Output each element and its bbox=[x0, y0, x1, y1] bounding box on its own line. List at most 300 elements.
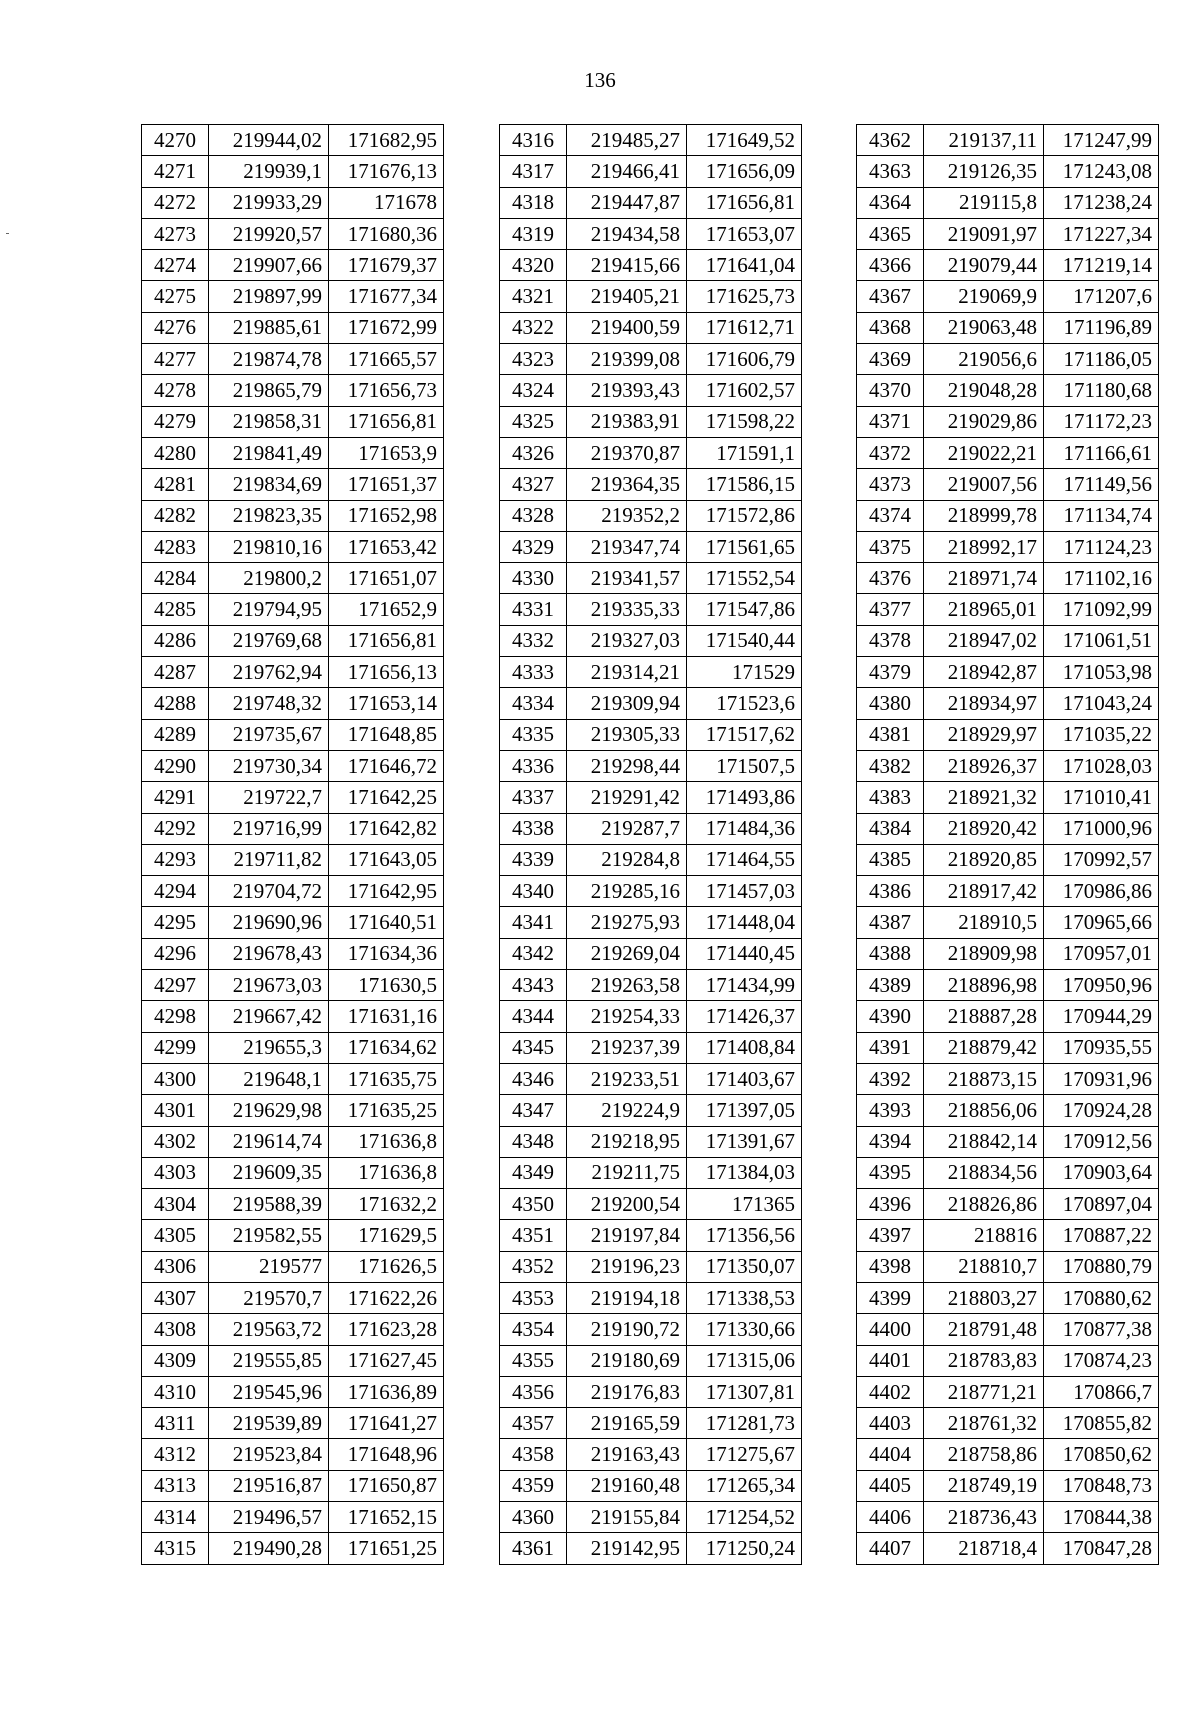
point-number-cell: 4363 bbox=[857, 156, 924, 187]
table-row bbox=[142, 1376, 444, 1407]
x-coordinate-cell: 219063,48 bbox=[924, 312, 1044, 343]
y-coordinate-cell: 171631,16 bbox=[329, 1001, 444, 1032]
y-coordinate-cell: 171426,37 bbox=[687, 1001, 802, 1032]
point-number-cell: 4326 bbox=[500, 437, 567, 468]
y-coordinate-cell: 171678 bbox=[329, 187, 444, 218]
point-number-cell: 4357 bbox=[500, 1408, 567, 1439]
y-coordinate-cell: 170874,23 bbox=[1044, 1345, 1159, 1376]
table-row bbox=[142, 876, 444, 907]
x-coordinate-cell: 218921,32 bbox=[924, 782, 1044, 813]
y-coordinate-cell: 171493,86 bbox=[687, 782, 802, 813]
y-coordinate-cell: 171652,98 bbox=[329, 500, 444, 531]
table-row bbox=[857, 563, 1159, 594]
y-coordinate-cell: 171602,57 bbox=[687, 375, 802, 406]
y-coordinate-cell: 171622,26 bbox=[329, 1282, 444, 1313]
x-coordinate-cell: 219434,58 bbox=[567, 218, 687, 249]
x-coordinate-cell: 218826,86 bbox=[924, 1189, 1044, 1220]
table-row bbox=[142, 594, 444, 625]
point-number-cell: 4316 bbox=[500, 125, 567, 156]
y-coordinate-cell: 171440,45 bbox=[687, 938, 802, 969]
table-row bbox=[857, 218, 1159, 249]
x-coordinate-cell: 219254,33 bbox=[567, 1001, 687, 1032]
table-row bbox=[857, 907, 1159, 938]
y-coordinate-cell: 171507,5 bbox=[687, 750, 802, 781]
x-coordinate-cell: 219823,35 bbox=[209, 500, 329, 531]
x-coordinate-cell: 219176,83 bbox=[567, 1376, 687, 1407]
y-coordinate-cell: 171547,86 bbox=[687, 594, 802, 625]
table-row bbox=[500, 1063, 802, 1094]
point-number-cell: 4314 bbox=[142, 1502, 209, 1533]
coordinates-table-1 bbox=[141, 124, 444, 1565]
table-row bbox=[142, 1470, 444, 1501]
point-number-cell: 4297 bbox=[142, 970, 209, 1001]
x-coordinate-cell: 219399,08 bbox=[567, 344, 687, 375]
x-coordinate-cell: 219233,51 bbox=[567, 1063, 687, 1094]
x-coordinate-cell: 219885,61 bbox=[209, 312, 329, 343]
table-row bbox=[857, 375, 1159, 406]
point-number-cell: 4361 bbox=[500, 1533, 567, 1564]
point-number-cell: 4396 bbox=[857, 1189, 924, 1220]
x-coordinate-cell: 219933,29 bbox=[209, 187, 329, 218]
table-row bbox=[857, 1345, 1159, 1376]
y-coordinate-cell: 171307,81 bbox=[687, 1376, 802, 1407]
point-number-cell: 4382 bbox=[857, 750, 924, 781]
table-row bbox=[857, 156, 1159, 187]
y-coordinate-cell: 170847,28 bbox=[1044, 1533, 1159, 1564]
table-row bbox=[500, 375, 802, 406]
x-coordinate-cell: 219275,93 bbox=[567, 907, 687, 938]
point-number-cell: 4343 bbox=[500, 970, 567, 1001]
y-coordinate-cell: 171653,07 bbox=[687, 218, 802, 249]
x-coordinate-cell: 219115,8 bbox=[924, 187, 1044, 218]
x-coordinate-cell: 219523,84 bbox=[209, 1439, 329, 1470]
coordinates-table-3 bbox=[856, 124, 1159, 1565]
x-coordinate-cell: 219655,3 bbox=[209, 1032, 329, 1063]
table-row bbox=[500, 907, 802, 938]
x-coordinate-cell: 219224,9 bbox=[567, 1095, 687, 1126]
x-coordinate-cell: 218791,48 bbox=[924, 1314, 1044, 1345]
point-number-cell: 4347 bbox=[500, 1095, 567, 1126]
point-number-cell: 4287 bbox=[142, 657, 209, 688]
y-coordinate-cell: 171598,22 bbox=[687, 406, 802, 437]
table-row bbox=[857, 594, 1159, 625]
table-row bbox=[857, 500, 1159, 531]
point-number-cell: 4377 bbox=[857, 594, 924, 625]
y-coordinate-cell: 171172,23 bbox=[1044, 406, 1159, 437]
table-row bbox=[500, 563, 802, 594]
table-row bbox=[500, 688, 802, 719]
y-coordinate-cell: 171180,68 bbox=[1044, 375, 1159, 406]
table-row bbox=[142, 907, 444, 938]
x-coordinate-cell: 219029,86 bbox=[924, 406, 1044, 437]
y-coordinate-cell: 171552,54 bbox=[687, 563, 802, 594]
point-number-cell: 4332 bbox=[500, 625, 567, 656]
y-coordinate-cell: 171403,67 bbox=[687, 1063, 802, 1094]
x-coordinate-cell: 219287,7 bbox=[567, 813, 687, 844]
table-row bbox=[142, 1126, 444, 1157]
table-row bbox=[857, 844, 1159, 875]
table-row bbox=[500, 156, 802, 187]
x-coordinate-cell: 218842,14 bbox=[924, 1126, 1044, 1157]
table-row bbox=[857, 1220, 1159, 1251]
table-row bbox=[142, 625, 444, 656]
y-coordinate-cell: 171254,52 bbox=[687, 1502, 802, 1533]
table-row bbox=[500, 344, 802, 375]
x-coordinate-cell: 219577 bbox=[209, 1251, 329, 1282]
y-coordinate-cell: 171651,07 bbox=[329, 563, 444, 594]
table-row bbox=[500, 1189, 802, 1220]
point-number-cell: 4336 bbox=[500, 750, 567, 781]
point-number-cell: 4358 bbox=[500, 1439, 567, 1470]
table-row bbox=[500, 657, 802, 688]
x-coordinate-cell: 218758,86 bbox=[924, 1439, 1044, 1470]
table-row bbox=[857, 1095, 1159, 1126]
point-number-cell: 4289 bbox=[142, 719, 209, 750]
y-coordinate-cell: 171356,56 bbox=[687, 1220, 802, 1251]
table-row bbox=[857, 750, 1159, 781]
y-coordinate-cell: 171350,07 bbox=[687, 1251, 802, 1282]
x-coordinate-cell: 218810,7 bbox=[924, 1251, 1044, 1282]
x-coordinate-cell: 219211,75 bbox=[567, 1157, 687, 1188]
point-number-cell: 4376 bbox=[857, 563, 924, 594]
x-coordinate-cell: 218718,4 bbox=[924, 1533, 1044, 1564]
point-number-cell: 4337 bbox=[500, 782, 567, 813]
y-coordinate-cell: 171641,04 bbox=[687, 250, 802, 281]
y-coordinate-cell: 171682,95 bbox=[329, 125, 444, 156]
table-row bbox=[857, 1189, 1159, 1220]
y-coordinate-cell: 171166,61 bbox=[1044, 437, 1159, 468]
x-coordinate-cell: 218917,42 bbox=[924, 876, 1044, 907]
x-coordinate-cell: 218771,21 bbox=[924, 1376, 1044, 1407]
x-coordinate-cell: 219673,03 bbox=[209, 970, 329, 1001]
y-coordinate-cell: 171227,34 bbox=[1044, 218, 1159, 249]
table-row bbox=[500, 1314, 802, 1345]
table-row bbox=[500, 1470, 802, 1501]
y-coordinate-cell: 171656,13 bbox=[329, 657, 444, 688]
y-coordinate-cell: 171397,05 bbox=[687, 1095, 802, 1126]
y-coordinate-cell: 171653,42 bbox=[329, 531, 444, 562]
x-coordinate-cell: 219091,97 bbox=[924, 218, 1044, 249]
table-row bbox=[142, 1157, 444, 1188]
y-coordinate-cell: 171653,14 bbox=[329, 688, 444, 719]
x-coordinate-cell: 219834,69 bbox=[209, 469, 329, 500]
y-coordinate-cell: 170880,79 bbox=[1044, 1251, 1159, 1282]
table-row bbox=[142, 1439, 444, 1470]
x-coordinate-cell: 219364,35 bbox=[567, 469, 687, 500]
y-coordinate-cell: 171434,99 bbox=[687, 970, 802, 1001]
y-coordinate-cell: 170897,04 bbox=[1044, 1189, 1159, 1220]
y-coordinate-cell: 171207,6 bbox=[1044, 281, 1159, 312]
x-coordinate-cell: 219516,87 bbox=[209, 1470, 329, 1501]
x-coordinate-cell: 219874,78 bbox=[209, 344, 329, 375]
table-row bbox=[142, 344, 444, 375]
table-row bbox=[857, 970, 1159, 1001]
y-coordinate-cell: 171265,34 bbox=[687, 1470, 802, 1501]
table-row bbox=[857, 1063, 1159, 1094]
x-coordinate-cell: 219570,7 bbox=[209, 1282, 329, 1313]
table-row bbox=[500, 1157, 802, 1188]
y-coordinate-cell: 171656,81 bbox=[329, 625, 444, 656]
x-coordinate-cell: 219137,11 bbox=[924, 125, 1044, 156]
y-coordinate-cell: 171028,03 bbox=[1044, 750, 1159, 781]
point-number-cell: 4277 bbox=[142, 344, 209, 375]
table-row bbox=[142, 1408, 444, 1439]
point-number-cell: 4273 bbox=[142, 218, 209, 249]
point-number-cell: 4284 bbox=[142, 563, 209, 594]
point-number-cell: 4345 bbox=[500, 1032, 567, 1063]
table-row bbox=[500, 187, 802, 218]
table-row bbox=[142, 563, 444, 594]
x-coordinate-cell: 218856,06 bbox=[924, 1095, 1044, 1126]
x-coordinate-cell: 218910,5 bbox=[924, 907, 1044, 938]
x-coordinate-cell: 219335,33 bbox=[567, 594, 687, 625]
table-row bbox=[500, 938, 802, 969]
table-row bbox=[857, 437, 1159, 468]
y-coordinate-cell: 171626,5 bbox=[329, 1251, 444, 1282]
table-row bbox=[857, 406, 1159, 437]
table-row bbox=[857, 688, 1159, 719]
x-coordinate-cell: 219711,82 bbox=[209, 844, 329, 875]
y-coordinate-cell: 170866,7 bbox=[1044, 1376, 1159, 1407]
x-coordinate-cell: 219704,72 bbox=[209, 876, 329, 907]
table-row bbox=[857, 125, 1159, 156]
x-coordinate-cell: 219165,59 bbox=[567, 1408, 687, 1439]
table-row bbox=[857, 625, 1159, 656]
y-coordinate-cell: 171635,75 bbox=[329, 1063, 444, 1094]
point-number-cell: 4370 bbox=[857, 375, 924, 406]
table-row bbox=[142, 938, 444, 969]
table-row bbox=[142, 782, 444, 813]
point-number-cell: 4349 bbox=[500, 1157, 567, 1188]
point-number-cell: 4320 bbox=[500, 250, 567, 281]
x-coordinate-cell: 218896,98 bbox=[924, 970, 1044, 1001]
x-coordinate-cell: 218736,43 bbox=[924, 1502, 1044, 1533]
table-row bbox=[500, 469, 802, 500]
x-coordinate-cell: 219237,39 bbox=[567, 1032, 687, 1063]
y-coordinate-cell: 170844,38 bbox=[1044, 1502, 1159, 1533]
y-coordinate-cell: 171646,72 bbox=[329, 750, 444, 781]
table-row bbox=[142, 500, 444, 531]
y-coordinate-cell: 170931,96 bbox=[1044, 1063, 1159, 1094]
x-coordinate-cell: 219800,2 bbox=[209, 563, 329, 594]
y-coordinate-cell: 171247,99 bbox=[1044, 125, 1159, 156]
y-coordinate-cell: 171656,81 bbox=[329, 406, 444, 437]
y-coordinate-cell: 171517,62 bbox=[687, 719, 802, 750]
y-coordinate-cell: 171656,81 bbox=[687, 187, 802, 218]
y-coordinate-cell: 171672,99 bbox=[329, 312, 444, 343]
y-coordinate-cell: 171676,13 bbox=[329, 156, 444, 187]
table-row bbox=[500, 531, 802, 562]
y-coordinate-cell: 171650,87 bbox=[329, 1470, 444, 1501]
table-row bbox=[142, 281, 444, 312]
point-number-cell: 4374 bbox=[857, 500, 924, 531]
y-coordinate-cell: 171010,41 bbox=[1044, 782, 1159, 813]
table-row bbox=[142, 750, 444, 781]
table-row bbox=[142, 1095, 444, 1126]
y-coordinate-cell: 171523,6 bbox=[687, 688, 802, 719]
point-number-cell: 4390 bbox=[857, 1001, 924, 1032]
table-row bbox=[500, 594, 802, 625]
y-coordinate-cell: 171636,8 bbox=[329, 1157, 444, 1188]
table-row bbox=[857, 1251, 1159, 1282]
coordinates-table-2 bbox=[499, 124, 802, 1565]
table-row bbox=[857, 1032, 1159, 1063]
y-coordinate-cell: 171572,86 bbox=[687, 500, 802, 531]
table-row bbox=[857, 1376, 1159, 1407]
table-row bbox=[500, 1408, 802, 1439]
y-coordinate-cell: 170944,29 bbox=[1044, 1001, 1159, 1032]
point-number-cell: 4400 bbox=[857, 1314, 924, 1345]
table-row bbox=[142, 375, 444, 406]
x-coordinate-cell: 218803,27 bbox=[924, 1282, 1044, 1313]
y-coordinate-cell: 171651,37 bbox=[329, 469, 444, 500]
y-coordinate-cell: 171656,09 bbox=[687, 156, 802, 187]
point-number-cell: 4403 bbox=[857, 1408, 924, 1439]
point-number-cell: 4368 bbox=[857, 312, 924, 343]
x-coordinate-cell: 219405,21 bbox=[567, 281, 687, 312]
x-coordinate-cell: 219735,67 bbox=[209, 719, 329, 750]
point-number-cell: 4348 bbox=[500, 1126, 567, 1157]
point-number-cell: 4271 bbox=[142, 156, 209, 187]
x-coordinate-cell: 218749,19 bbox=[924, 1470, 1044, 1501]
x-coordinate-cell: 219485,27 bbox=[567, 125, 687, 156]
point-number-cell: 4398 bbox=[857, 1251, 924, 1282]
x-coordinate-cell: 219762,94 bbox=[209, 657, 329, 688]
table-row bbox=[142, 1189, 444, 1220]
y-coordinate-cell: 171457,03 bbox=[687, 876, 802, 907]
table-row bbox=[142, 688, 444, 719]
point-number-cell: 4308 bbox=[142, 1314, 209, 1345]
x-coordinate-cell: 218926,37 bbox=[924, 750, 1044, 781]
table-row bbox=[142, 1220, 444, 1251]
table-row bbox=[142, 531, 444, 562]
table-row bbox=[857, 469, 1159, 500]
table-row bbox=[857, 250, 1159, 281]
point-number-cell: 4300 bbox=[142, 1063, 209, 1094]
point-number-cell: 4351 bbox=[500, 1220, 567, 1251]
point-number-cell: 4404 bbox=[857, 1439, 924, 1470]
table-row bbox=[142, 657, 444, 688]
point-number-cell: 4328 bbox=[500, 500, 567, 531]
y-coordinate-cell: 171642,25 bbox=[329, 782, 444, 813]
y-coordinate-cell: 170986,86 bbox=[1044, 876, 1159, 907]
point-number-cell: 4407 bbox=[857, 1533, 924, 1564]
point-number-cell: 4315 bbox=[142, 1533, 209, 1564]
x-coordinate-cell: 219722,7 bbox=[209, 782, 329, 813]
table-row bbox=[500, 1032, 802, 1063]
y-coordinate-cell: 171651,25 bbox=[329, 1533, 444, 1564]
table-row bbox=[857, 1126, 1159, 1157]
table-row bbox=[142, 250, 444, 281]
point-number-cell: 4365 bbox=[857, 218, 924, 249]
point-number-cell: 4330 bbox=[500, 563, 567, 594]
x-coordinate-cell: 219200,54 bbox=[567, 1189, 687, 1220]
table-row bbox=[142, 125, 444, 156]
table-row bbox=[142, 437, 444, 468]
point-number-cell: 4381 bbox=[857, 719, 924, 750]
y-coordinate-cell: 171648,85 bbox=[329, 719, 444, 750]
table-row bbox=[500, 719, 802, 750]
table-row bbox=[142, 1314, 444, 1345]
point-number-cell: 4270 bbox=[142, 125, 209, 156]
point-number-cell: 4317 bbox=[500, 156, 567, 187]
y-coordinate-cell: 171635,25 bbox=[329, 1095, 444, 1126]
y-coordinate-cell: 171315,06 bbox=[687, 1345, 802, 1376]
point-number-cell: 4341 bbox=[500, 907, 567, 938]
point-number-cell: 4360 bbox=[500, 1502, 567, 1533]
x-coordinate-cell: 219180,69 bbox=[567, 1345, 687, 1376]
x-coordinate-cell: 219667,42 bbox=[209, 1001, 329, 1032]
y-coordinate-cell: 171640,51 bbox=[329, 907, 444, 938]
point-number-cell: 4344 bbox=[500, 1001, 567, 1032]
x-coordinate-cell: 219897,99 bbox=[209, 281, 329, 312]
x-coordinate-cell: 219352,2 bbox=[567, 500, 687, 531]
point-number-cell: 4359 bbox=[500, 1470, 567, 1501]
y-coordinate-cell: 171680,36 bbox=[329, 218, 444, 249]
table-row bbox=[142, 719, 444, 750]
point-number-cell: 4311 bbox=[142, 1408, 209, 1439]
point-number-cell: 4304 bbox=[142, 1189, 209, 1220]
y-coordinate-cell: 171281,73 bbox=[687, 1408, 802, 1439]
y-coordinate-cell: 171275,67 bbox=[687, 1439, 802, 1470]
x-coordinate-cell: 219269,04 bbox=[567, 938, 687, 969]
y-coordinate-cell: 171250,24 bbox=[687, 1533, 802, 1564]
y-coordinate-cell: 170887,22 bbox=[1044, 1220, 1159, 1251]
point-number-cell: 4321 bbox=[500, 281, 567, 312]
table-row bbox=[500, 250, 802, 281]
table-row bbox=[500, 125, 802, 156]
x-coordinate-cell: 218873,15 bbox=[924, 1063, 1044, 1094]
x-coordinate-cell: 218942,87 bbox=[924, 657, 1044, 688]
x-coordinate-cell: 218816 bbox=[924, 1220, 1044, 1251]
y-coordinate-cell: 171035,22 bbox=[1044, 719, 1159, 750]
point-number-cell: 4312 bbox=[142, 1439, 209, 1470]
y-coordinate-cell: 171484,36 bbox=[687, 813, 802, 844]
point-number-cell: 4362 bbox=[857, 125, 924, 156]
x-coordinate-cell: 219466,41 bbox=[567, 156, 687, 187]
table-row bbox=[857, 531, 1159, 562]
table-row bbox=[857, 1282, 1159, 1313]
y-coordinate-cell: 171634,62 bbox=[329, 1032, 444, 1063]
table-row bbox=[142, 187, 444, 218]
point-number-cell: 4324 bbox=[500, 375, 567, 406]
point-number-cell: 4346 bbox=[500, 1063, 567, 1094]
point-number-cell: 4364 bbox=[857, 187, 924, 218]
y-coordinate-cell: 170912,56 bbox=[1044, 1126, 1159, 1157]
y-coordinate-cell: 171529 bbox=[687, 657, 802, 688]
y-coordinate-cell: 171641,27 bbox=[329, 1408, 444, 1439]
y-coordinate-cell: 171632,2 bbox=[329, 1189, 444, 1220]
point-number-cell: 4406 bbox=[857, 1502, 924, 1533]
table-row bbox=[142, 1032, 444, 1063]
x-coordinate-cell: 219415,66 bbox=[567, 250, 687, 281]
y-coordinate-cell: 171677,34 bbox=[329, 281, 444, 312]
y-coordinate-cell: 170903,64 bbox=[1044, 1157, 1159, 1188]
x-coordinate-cell: 219563,72 bbox=[209, 1314, 329, 1345]
x-coordinate-cell: 219069,9 bbox=[924, 281, 1044, 312]
y-coordinate-cell: 171652,9 bbox=[329, 594, 444, 625]
table-row bbox=[857, 1439, 1159, 1470]
y-coordinate-cell: 171238,24 bbox=[1044, 187, 1159, 218]
x-coordinate-cell: 219197,84 bbox=[567, 1220, 687, 1251]
x-coordinate-cell: 218992,17 bbox=[924, 531, 1044, 562]
y-coordinate-cell: 171629,5 bbox=[329, 1220, 444, 1251]
table-row bbox=[500, 876, 802, 907]
y-coordinate-cell: 171586,15 bbox=[687, 469, 802, 500]
y-coordinate-cell: 171642,95 bbox=[329, 876, 444, 907]
point-number-cell: 4285 bbox=[142, 594, 209, 625]
x-coordinate-cell: 219907,66 bbox=[209, 250, 329, 281]
